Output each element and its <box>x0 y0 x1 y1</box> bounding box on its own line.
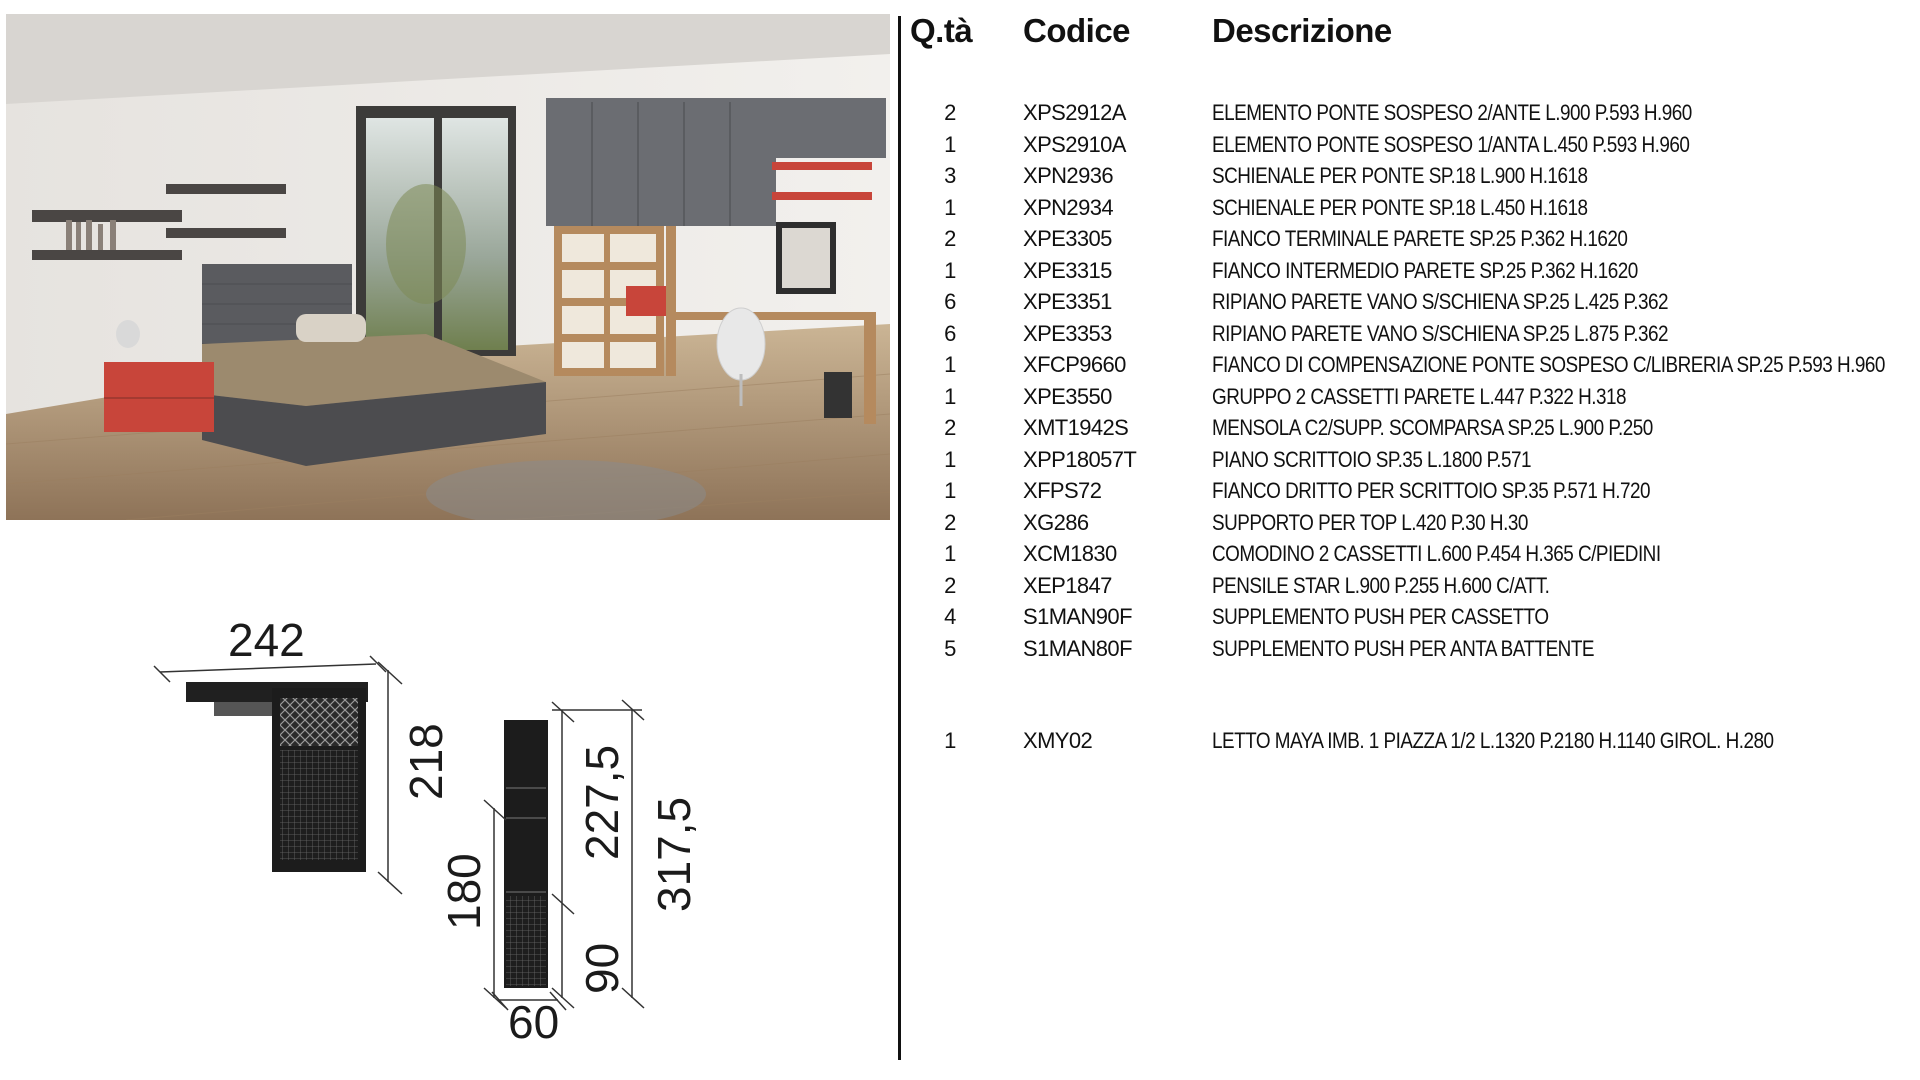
list-item <box>910 541 1915 572</box>
item-code: XPE3305 <box>1023 226 1112 251</box>
dim-unit-bottom: 90 <box>576 942 628 994</box>
item-description: ELEMENTO PONTE SOSPESO 1/ANTA L.450 P.593 H.960 <box>1212 131 1690 157</box>
item-description: RIPIANO PARETE VANO S/SCHIENA SP.25 L.875 P.362 <box>1212 320 1668 346</box>
list-item <box>910 604 1915 635</box>
item-description: SUPPORTO PER TOP L.420 P.30 H.30 <box>1212 509 1528 535</box>
header-code: Codice <box>1023 12 1131 49</box>
dim-bed-width: 242 <box>228 614 305 666</box>
item-qty: 2 <box>944 100 956 125</box>
dim-line-218 <box>378 662 402 894</box>
item-code: XPN2936 <box>1023 163 1113 188</box>
item-description: SCHIENALE PER PONTE SP.18 L.450 H.1618 <box>1212 194 1588 220</box>
item-description: FIANCO TERMINALE PARETE SP.25 P.362 H.1620 <box>1212 226 1628 251</box>
item-qty: 1 <box>944 352 956 377</box>
item-qty: 1 <box>944 194 956 220</box>
list-item <box>910 321 1915 352</box>
dim-line-227 <box>552 702 574 1008</box>
list-item <box>910 289 1915 320</box>
list-item <box>910 226 1915 257</box>
list-item <box>910 573 1915 604</box>
item-code: XG286 <box>1023 509 1089 535</box>
item-description: LETTO MAYA IMB. 1 PIAZZA 1/2 L.1320 P.2180 H.1140 GIROL. H.280 <box>1212 728 1774 753</box>
item-qty: 1 <box>944 383 956 409</box>
item-qty: 3 <box>944 163 956 188</box>
list-item <box>910 478 1915 509</box>
item-description: FIANCO DI COMPENSAZIONE PONTE SOSPESO C/LIBRERIA SP.25 P.593 H.960 <box>1212 352 1885 377</box>
list-item <box>910 415 1915 446</box>
dim-unit-lower: 180 <box>438 853 490 930</box>
item-code: XPE3315 <box>1023 257 1112 283</box>
item-description: GRUPPO 2 CASSETTI PARETE L.447 P.322 H.318 <box>1212 383 1627 409</box>
header-description: Descrizione <box>1212 12 1392 49</box>
list-item <box>910 636 1915 667</box>
header-qty: Q.tà <box>910 12 973 49</box>
list-item <box>910 510 1915 541</box>
list-item <box>910 384 1915 415</box>
item-description: ELEMENTO PONTE SOSPESO 2/ANTE L.900 P.593 H.960 <box>1212 100 1692 125</box>
item-qty: 2 <box>944 509 956 535</box>
item-code: XMT1942S <box>1023 415 1129 440</box>
item-qty: 2 <box>944 226 956 251</box>
item-code: XPE3550 <box>1023 383 1112 409</box>
item-description: FIANCO DRITTO PER SCRITTOIO SP.35 P.571 H.720 <box>1212 478 1651 503</box>
item-code: XPE3351 <box>1023 289 1112 314</box>
item-qty: 5 <box>944 635 956 661</box>
item-qty: 1 <box>944 541 956 566</box>
item-code: S1MAN90F <box>1023 604 1132 629</box>
item-code: XPP18057T <box>1023 446 1137 472</box>
item-description: SUPPLEMENTO PUSH PER CASSETTO <box>1212 604 1549 629</box>
item-qty: 1 <box>944 131 956 157</box>
vertical-divider <box>898 16 901 1060</box>
item-qty: 1 <box>944 728 956 753</box>
item-description: SCHIENALE PER PONTE SP.18 L.900 H.1618 <box>1212 163 1588 188</box>
item-code: XFCP9660 <box>1023 352 1126 377</box>
item-description: MENSOLA C2/SUPP. SCOMPARSA SP.25 L.900 P.250 <box>1212 415 1653 440</box>
item-qty: 4 <box>944 604 956 629</box>
item-code: XFPS72 <box>1023 478 1102 503</box>
item-code: XEP1847 <box>1023 572 1112 598</box>
item-qty: 2 <box>944 415 956 440</box>
item-code: XPS2910A <box>1023 131 1126 157</box>
floor-plan-drawing <box>150 600 750 1040</box>
dim-bed-depth: 218 <box>400 723 452 800</box>
list-item <box>910 195 1915 226</box>
dim-unit-total: 317,5 <box>648 796 700 912</box>
list-item <box>910 258 1915 289</box>
item-code: XMY02 <box>1023 728 1093 753</box>
item-qty: 1 <box>944 478 956 503</box>
parts-list <box>910 12 1915 1052</box>
item-description: PIANO SCRITTOIO SP.35 L.1800 P.571 <box>1212 446 1532 472</box>
item-description: FIANCO INTERMEDIO PARETE SP.25 P.362 H.1620 <box>1212 257 1638 283</box>
item-description: COMODINO 2 CASSETTI L.600 P.454 H.365 C/PIEDINI <box>1212 541 1661 566</box>
list-item-bed <box>910 728 1915 759</box>
item-qty: 1 <box>944 446 956 472</box>
bedroom-render-image <box>6 14 890 520</box>
list-item <box>910 132 1915 163</box>
item-code: XPN2934 <box>1023 194 1113 220</box>
dim-unit-depth: 60 <box>508 996 560 1040</box>
item-code: XPE3353 <box>1023 320 1112 346</box>
item-description: SUPPLEMENTO PUSH PER ANTA BATTENTE <box>1212 635 1594 661</box>
list-item <box>910 100 1915 131</box>
item-code: S1MAN80F <box>1023 635 1132 661</box>
list-item <box>910 163 1915 194</box>
item-qty: 6 <box>944 289 956 314</box>
item-code: XPS2912A <box>1023 100 1126 125</box>
item-qty: 2 <box>944 572 956 598</box>
item-code: XCM1830 <box>1023 541 1117 566</box>
list-item <box>910 447 1915 478</box>
item-qty: 1 <box>944 257 956 283</box>
list-item <box>910 352 1915 383</box>
item-description: PENSILE STAR L.900 P.255 H.600 C/ATT. <box>1212 572 1550 598</box>
item-qty: 6 <box>944 320 956 346</box>
item-description: RIPIANO PARETE VANO S/SCHIENA SP.25 L.425 P.362 <box>1212 289 1668 314</box>
dim-unit-upper: 227,5 <box>576 744 628 860</box>
